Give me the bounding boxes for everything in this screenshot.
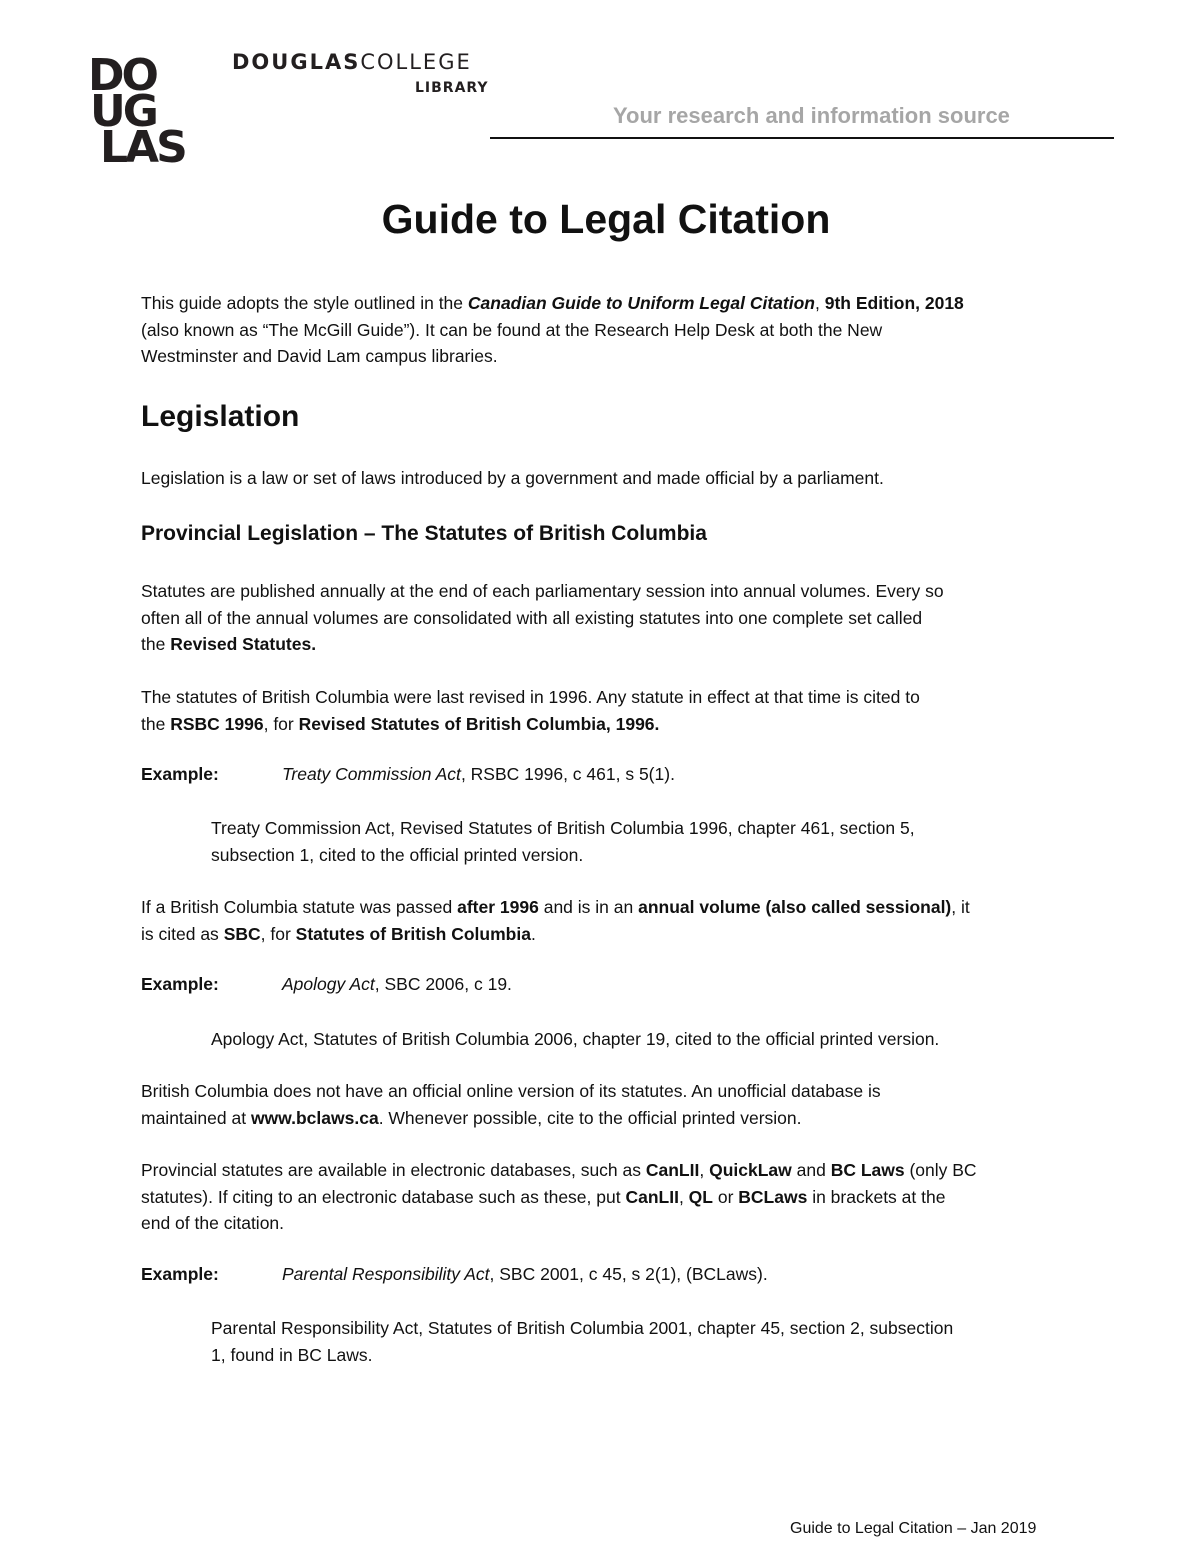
example-2-citation (282, 974, 512, 995)
example-3-rest: , SBC 2001, c 45, s 2(1), (BCLaws). (489, 1264, 768, 1284)
after-1996-term: after 1996 (457, 897, 539, 917)
brand-douglas: DOUGLAS (232, 50, 361, 74)
online-line-1: British Columbia does not have an official online version of its statutes. An unofficial database is (141, 1081, 881, 1101)
provincial-p1-line-1: Statutes are published annually at the end of each parliamentary session into annual volumes. Every so (141, 581, 944, 601)
ql-term: QL (688, 1186, 713, 1207)
statutes-of-bc-term: Statutes of British Columbia (295, 923, 531, 944)
logo-row-ug: UG (90, 86, 156, 137)
brand-wordmark (232, 50, 472, 74)
provincial-paragraph-1 (141, 578, 1061, 658)
intro-paragraph (141, 290, 1061, 370)
legislation-heading: Legislation (141, 400, 300, 433)
intro-book-title: Canadian Guide to Uniform Legal Citation (467, 293, 815, 313)
sbc-text-j: . (530, 923, 536, 944)
brand-library: LIBRARY (415, 80, 489, 96)
page-title: Guide to Legal Citation (381, 196, 831, 242)
example-3-act: Parental Responsibility Act (282, 1264, 490, 1284)
intro-line-3: Westminster and David Lam campus libraries. (141, 346, 498, 366)
db-text-j: , (678, 1186, 689, 1207)
example-1-label: Example: (141, 764, 219, 784)
db-text-n: in brackets at the (807, 1186, 946, 1207)
intro-line-2: (also known as “The McGill Guide”). It can be found at the Research Help Desk at both the New (141, 319, 883, 340)
provincial-p2-for: , for (263, 713, 299, 734)
provincial-p2-the: the (141, 713, 171, 734)
bclaws-term: BCLaws (738, 1186, 808, 1207)
sbc-paragraph (141, 894, 1061, 947)
canlii-term-2: CanLII (625, 1186, 679, 1207)
douglas-logo (88, 50, 200, 173)
canlii-term: CanLII (645, 1160, 700, 1180)
sbc-text-c: and is in an (538, 897, 639, 917)
example-3-explain-line-1: Parental Responsibility Act, Statutes of British Columbia 2001, chapter 45, section 2, subsection (211, 1318, 954, 1338)
page-footer: Guide to Legal Citation – Jan 2019 (790, 1520, 1037, 1537)
example-2-act: Apology Act (282, 974, 375, 994)
legislation-definition: Legislation is a law or set of laws introduced by a government and made official by a parliament. (141, 468, 884, 488)
example-1-explanation (211, 815, 1061, 868)
online-text-a: maintained at (141, 1107, 251, 1128)
intro-text: This guide adopts the style outlined in the (141, 293, 468, 313)
db-text-h: statutes). If citing to an electronic database such as these, put (141, 1186, 626, 1207)
intro-edition: 9th Edition, 2018 (824, 293, 964, 313)
provincial-p1-line-3: the (141, 634, 171, 654)
online-version-paragraph (141, 1078, 1061, 1131)
rsbc-expansion: Revised Statutes of British Columbia, 1996. (298, 713, 660, 734)
example-1-rest: , RSBC 1996, c 461, s 5(1). (460, 764, 675, 784)
example-1-explain-line-2: subsection 1, cited to the official printed version. (211, 844, 584, 865)
example-3-explain-line-2: 1, found in BC Laws. (211, 1344, 373, 1365)
bc-laws-term: BC Laws (830, 1160, 905, 1180)
db-text-o: end of the citation. (141, 1213, 285, 1233)
sbc-text-e: , it (951, 897, 970, 917)
example-2-explanation: Apology Act, Statutes of British Columbia 2006, chapter 19, cited to the official printed version. (211, 1029, 940, 1049)
provincial-p1-line-2: often all of the annual volumes are consolidated with all existing statutes into one complete set called (141, 607, 923, 628)
example-2-label: Example: (141, 974, 219, 994)
sbc-text-h: , for (260, 923, 296, 944)
sbc-text-f: is cited as (141, 923, 224, 944)
databases-paragraph (141, 1157, 1061, 1237)
sbc-text-a: If a British Columbia statute was passed (141, 897, 458, 917)
db-text-l: or (712, 1186, 739, 1207)
sbc-term: SBC (223, 923, 261, 944)
intro-comma: , (815, 293, 825, 313)
logo-row-do: DO (88, 50, 156, 101)
example-1-explain-line-1: Treaty Commission Act, Revised Statutes of British Columbia 1996, chapter 461, section 5, (211, 818, 915, 838)
online-text-c: . Whenever possible, cite to the official printed version. (378, 1107, 802, 1128)
provincial-heading: Provincial Legislation – The Statutes of British Columbia (141, 522, 707, 545)
example-2-rest: , SBC 2006, c 19. (374, 974, 512, 994)
header-rule (490, 137, 1114, 139)
annual-volume-term: annual volume (also called sessional) (638, 897, 952, 917)
tagline: Your research and information source (613, 103, 1010, 128)
provincial-paragraph-2 (141, 684, 1061, 737)
db-text-c: , (699, 1160, 710, 1180)
example-1-citation (282, 764, 675, 785)
example-1-act: Treaty Commission Act (282, 764, 461, 784)
bclaws-link[interactable]: www.bclaws.ca (250, 1107, 379, 1128)
example-3-citation (282, 1264, 768, 1285)
db-text-g: (only BC (904, 1160, 977, 1180)
db-text-e: and (791, 1160, 831, 1180)
db-text-a: Provincial statutes are available in electronic databases, such as (141, 1160, 646, 1180)
provincial-p2-line-1: The statutes of British Columbia were last revised in 1996. Any statute in effect at that time is cited to (141, 687, 920, 707)
revised-statutes-term: Revised Statutes. (170, 634, 317, 654)
logo-row-las: LAS (100, 122, 185, 173)
example-3-label: Example: (141, 1264, 219, 1284)
rsbc-term: RSBC 1996 (170, 713, 264, 734)
brand-college: COLLEGE (360, 50, 472, 74)
example-3-explanation (211, 1315, 1061, 1368)
quicklaw-term: QuickLaw (709, 1160, 792, 1180)
